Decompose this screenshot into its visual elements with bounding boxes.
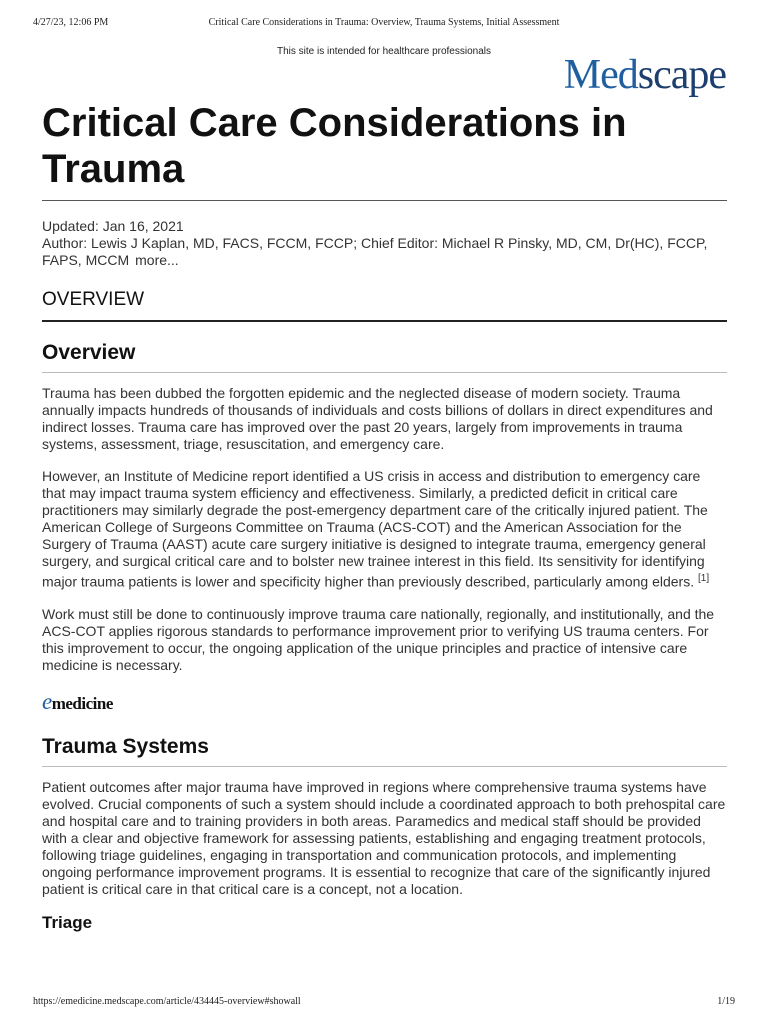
- site-notice: This site is intended for healthcare professionals: [276, 46, 491, 57]
- section-title-overview: Overview: [42, 340, 727, 373]
- subsection-title-triage: Triage: [42, 912, 93, 932]
- more-authors-link[interactable]: more...: [135, 252, 179, 268]
- print-page-number: 1/19: [717, 996, 735, 1007]
- emedicine-logo: [42, 689, 727, 715]
- article-content: [42, 100, 727, 933]
- section-title-trauma-systems: Trauma Systems: [42, 734, 727, 767]
- logo-part-med: Med: [563, 52, 638, 98]
- overview-paragraph-1: Trauma has been dubbed the forgotten epidemic and the neglected disease of modern society. Trauma annually impacts hundreds of thousands of individuals and costs billions of dollars in direct expenditures and indirect losses. Trauma care has improved over the past 20 years, largely from improvements in trauma systems, assessment, triage, resuscitation, and emergency care.: [42, 385, 713, 452]
- article-meta: [42, 218, 727, 269]
- print-footer: [33, 996, 735, 1010]
- print-page-title: Critical Care Considerations in Trauma: Overview, Trauma Systems, Initial Assessment: [208, 17, 560, 28]
- page-title: Critical Care Considerations in Trauma: [42, 100, 727, 201]
- overview-paragraph-2: [42, 468, 727, 591]
- print-date: 4/27/23, 12:06 PM: [33, 17, 109, 28]
- logo-part-scape: scape: [637, 52, 726, 98]
- emedicine-logo-e: e: [42, 688, 52, 714]
- overview-paragraph-3: Work must still be done to continuously improve trauma care nationally, regionally, and institutionally, and the ACS-COT applies rigorous standards to performance improvement prior to verifying US trauma centers. For this improvement to occur, the ongoing application of the unique principles and practice of intensive care medicine is necessary.: [42, 605, 715, 673]
- updated-date: Updated: Jan 16, 2021: [42, 218, 184, 234]
- reference-link-1[interactable]: [1]: [697, 573, 710, 584]
- emedicine-logo-rest: medicine: [51, 693, 113, 713]
- author-line: [42, 235, 727, 269]
- print-url: https://emedicine.medscape.com/article/434445-overview#showall: [33, 996, 301, 1007]
- overview-paragraph-2-text: However, an Institute of Medicine report identified a US crisis in access and distribution to emergency care that may impact trauma system efficiency and effectiveness. Similarly, a predicted deficit in critical care practitioners may similarly degrade the post-emergency department care of the critically injured patient. The American College of Surgeons Committee on Trauma (ACS-COT) and the American Association for the Surgery of Trauma (AAST) acute care surgery initiative is designed to integrate trauma, emergency general surgery, and surgical critical care and to bolster new trainee interest in this field. Its sensitivity for identifying major trauma patients is lower and specificity higher than previously described, particularly among elders.: [42, 468, 708, 590]
- print-header: [33, 17, 735, 31]
- medscape-logo[interactable]: [564, 54, 726, 96]
- author-text: Author: Lewis J Kaplan, MD, FACS, FCCM, FCCP; Chief Editor: Michael R Pinsky, MD, CM, Dr(HC), FCCP, FAPS, MCCM: [42, 235, 708, 268]
- trauma-systems-paragraph-1: Patient outcomes after major trauma have improved in regions where comprehensive trauma systems have evolved. Crucial components of such a system should include a coordinated approach to both prehospital care and hospital care and to training providers in both areas. Paramedics and medical staff should be provided with a clear and objective framework for assessing patients, establishing and engaging treatment protocols, following triage guidelines, engaging in transportation and communication protocols, and implementing ongoing performance improvement programs. It is essential to recognize that care of the significantly injured patient is critical care in that critical care is a concept, not a location.: [42, 778, 726, 897]
- overview-heading: OVERVIEW: [42, 288, 727, 322]
